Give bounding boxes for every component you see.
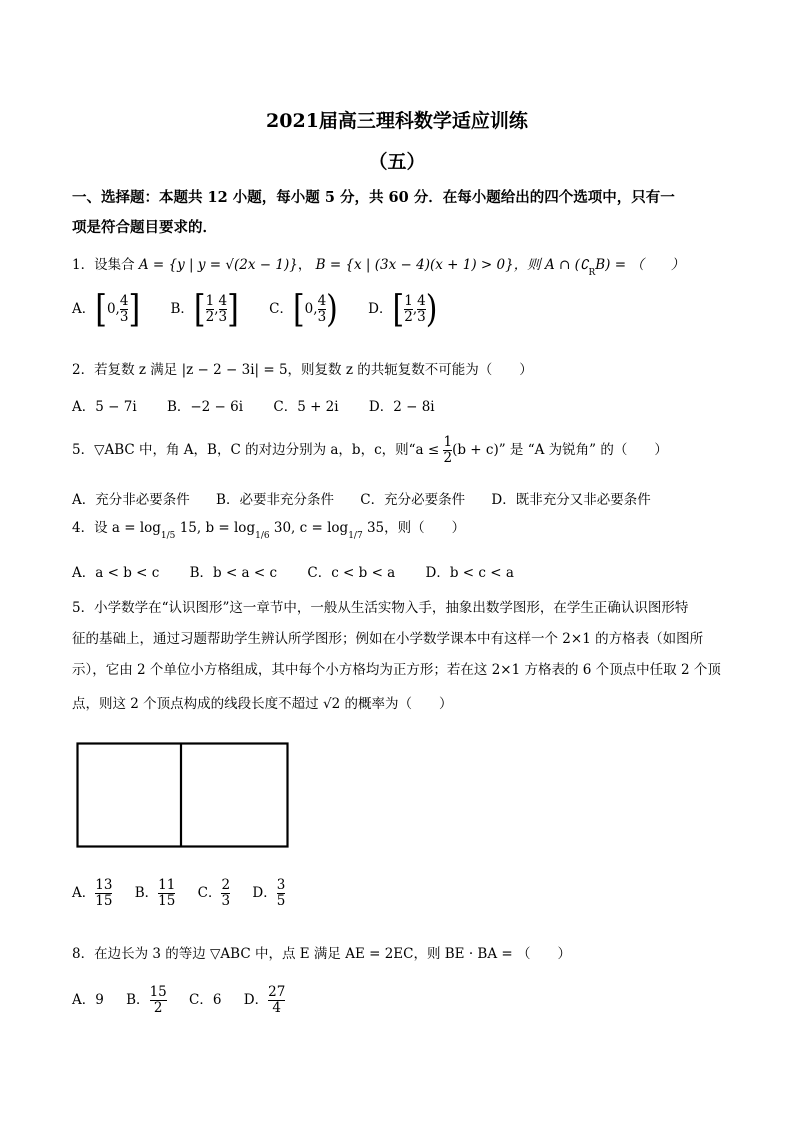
fraction — [417, 294, 426, 325]
q4-stem-part-4: 35，则（ ） — [362, 520, 466, 536]
q4-stem-part-1: 4．设 a = log — [72, 520, 161, 536]
numerator: 4 — [218, 293, 228, 309]
denominator: 2 — [443, 450, 453, 466]
fraction — [206, 294, 215, 325]
option-letter: A． — [72, 301, 96, 317]
bracket-right: ) — [326, 287, 338, 332]
q4-stem-part-3: 30, c = log — [269, 520, 349, 536]
fraction — [221, 878, 230, 909]
numerator: 4 — [119, 293, 129, 309]
numerator: 15 — [149, 984, 167, 1000]
q2-option-b: B．−2 − 6i — [166, 399, 244, 415]
denominator: 4 — [268, 1000, 285, 1016]
q1-option-d — [368, 287, 438, 332]
interval-separator: , — [412, 301, 418, 317]
denominator: 2 — [205, 309, 215, 325]
q3-options — [72, 488, 651, 508]
interval-start: 0, — [304, 301, 318, 317]
q8-stem: 8．在边长为 3 的等边 ▽ABC 中，点 E 满足 AE = 2EC，则 BE · BA = （ ） — [72, 946, 571, 962]
q4-stem — [72, 516, 465, 541]
page-subtitle: （五） — [368, 151, 426, 173]
q1-separator: ， — [297, 257, 316, 273]
q8-option-d — [244, 985, 286, 1016]
bracket-right: ] — [128, 287, 141, 332]
grid-outer-square — [78, 744, 288, 847]
denominator: 3 — [119, 309, 129, 325]
numerator: 1 — [404, 293, 413, 309]
numerator: 27 — [268, 984, 286, 1000]
q5-line-4: 点，则这 2 个顶点构成的线段长度不超过 √2 的概率为（ ） — [72, 696, 453, 712]
q3-option-d: D．既非充分又非必要条件 — [491, 492, 651, 508]
bracket-left: [ — [392, 287, 405, 332]
option-letter: B． — [134, 885, 159, 901]
denominator: 15 — [95, 893, 113, 909]
option-letter: A． — [72, 885, 96, 901]
log-base-b: 1/6 — [255, 531, 270, 541]
numerator: 11 — [158, 877, 176, 893]
q5-option-a — [72, 878, 112, 909]
denominator: 3 — [417, 309, 426, 325]
q4-option-d: D．b < c < a — [425, 565, 514, 581]
q5-line-1: 5．小学数学在“认识图形”这一章节中，一般从生活实物入手，抽象出数学图形，在学生正确认识图形特 — [72, 600, 689, 616]
fraction — [219, 294, 228, 325]
option-letter: D． — [243, 992, 269, 1008]
q2-option-d: D．2 − 8i — [368, 399, 435, 415]
q5-line-2: 征的基础上，通过习题帮助学生辨认所学图形；例如在小学数学课本中有这样一个 2×1 的方格表（如图所 — [72, 631, 704, 647]
section-heading-line-1: 一、选择题：本题共 12 小题，每小题 5 分，共 60 分．在每小题给出的四个选项中，只有一 — [72, 189, 675, 206]
bracket-left: [ — [95, 287, 107, 332]
fraction — [277, 878, 286, 909]
fraction — [404, 294, 413, 325]
q5-options — [72, 878, 311, 909]
fraction — [120, 294, 129, 325]
q1-stem — [72, 253, 684, 278]
q5-option-b — [135, 878, 176, 909]
q1-option-a — [72, 287, 141, 332]
q2-option-c: C．5 + 2i — [273, 399, 339, 415]
q2-option-a: A．5 − 7i — [72, 399, 137, 415]
interval-separator: , — [214, 301, 219, 317]
bracket-right: ] — [227, 287, 239, 332]
grid-figure-2x1 — [76, 742, 290, 850]
q1-ask-2: B) = （ ） — [595, 257, 685, 273]
bracket-left: [ — [193, 287, 206, 332]
fraction — [318, 294, 327, 325]
q1-option-b — [170, 287, 239, 332]
option-letter: C． — [269, 301, 293, 317]
numerator: 3 — [276, 877, 286, 893]
numerator: 4 — [417, 293, 426, 309]
q2-options — [72, 395, 461, 415]
q8-option-a — [72, 988, 104, 1008]
q8-options — [72, 985, 311, 1016]
q5-option-c — [198, 878, 230, 909]
q4-options — [72, 561, 540, 581]
q1-option-c — [269, 287, 338, 332]
q1-sub-r: R — [588, 268, 596, 278]
q3-option-c: C．充分必要条件 — [360, 492, 466, 508]
q5-option-d — [252, 878, 285, 909]
denominator: 15 — [158, 893, 176, 909]
section-heading-line-2: 项是符合题目要求的． — [72, 219, 217, 236]
q1-set-b: B = {x | (3x − 4)(x + 1) > 0} — [315, 257, 514, 273]
q3-option-a: A．充分非必要条件 — [72, 492, 190, 508]
denominator: 2 — [404, 309, 413, 325]
bracket-right: ) — [425, 287, 438, 332]
fraction — [443, 435, 452, 466]
denominator: 3 — [218, 309, 228, 325]
fraction — [158, 878, 175, 909]
numerator: 1 — [443, 434, 453, 450]
option-letter: C． — [189, 992, 213, 1008]
q3-option-b: B．必要非充分条件 — [216, 492, 334, 508]
q4-option-c: C．c < b < a — [307, 565, 396, 581]
fraction — [150, 985, 167, 1016]
q1-set-a: A = {y | y = √(2x − 1)} — [138, 257, 298, 273]
denominator: 3 — [221, 893, 231, 909]
log-base-c: 1/7 — [348, 531, 363, 541]
q3-stem — [72, 435, 668, 466]
numerator: 2 — [221, 877, 231, 893]
fraction — [95, 878, 112, 909]
q4-stem-part-2: 15, b = log — [175, 520, 256, 536]
page-title: 2021届高三理科数学适应训练 — [266, 110, 528, 132]
numerator: 13 — [95, 877, 113, 893]
q1-ask: ，则 A ∩ (∁ — [513, 257, 589, 273]
option-value: 6 — [212, 992, 222, 1008]
q5-line-3: 示），它由 2 个单位小方格组成，其中每个小方格均为正方形；若在这 2×1 方格表的 6 个顶点中任取 2 个顶 — [72, 662, 721, 678]
bracket-left: [ — [292, 287, 305, 332]
numerator: 1 — [205, 293, 215, 309]
fraction — [268, 985, 285, 1016]
option-value: 9 — [95, 992, 104, 1008]
q4-option-b: B．b < a < c — [189, 565, 278, 581]
denominator: 2 — [150, 1000, 167, 1016]
q3-stem-part-2: (b + c)” 是 “A 为锐角” 的（ ） — [452, 442, 668, 458]
option-letter: B． — [170, 301, 194, 317]
option-letter: D． — [252, 885, 277, 901]
q8-option-c — [189, 988, 221, 1008]
q2-stem: 2．若复数 z 满足 |z − 2 − 3i| = 5，则复数 z 的共轭复数不可能为（ ） — [72, 362, 533, 378]
interval-start: 0, — [106, 301, 120, 317]
q8-option-b — [126, 985, 167, 1016]
option-letter: B． — [126, 992, 150, 1008]
q4-option-a: A．a < b < c — [72, 565, 160, 581]
q1-options — [72, 287, 463, 332]
numerator: 4 — [317, 293, 327, 309]
log-base-a: 1/5 — [160, 531, 176, 541]
option-letter: C． — [197, 885, 222, 901]
option-letter: A． — [72, 992, 96, 1008]
q3-stem-part-1: 5．▽ABC 中，角 A，B，C 的对边分别为 a，b，c，则“a ≤ — [72, 442, 444, 458]
option-letter: D． — [368, 301, 393, 317]
denominator: 5 — [276, 893, 286, 909]
denominator: 3 — [317, 309, 327, 325]
q1-number: 1．设集合 — [72, 257, 139, 273]
